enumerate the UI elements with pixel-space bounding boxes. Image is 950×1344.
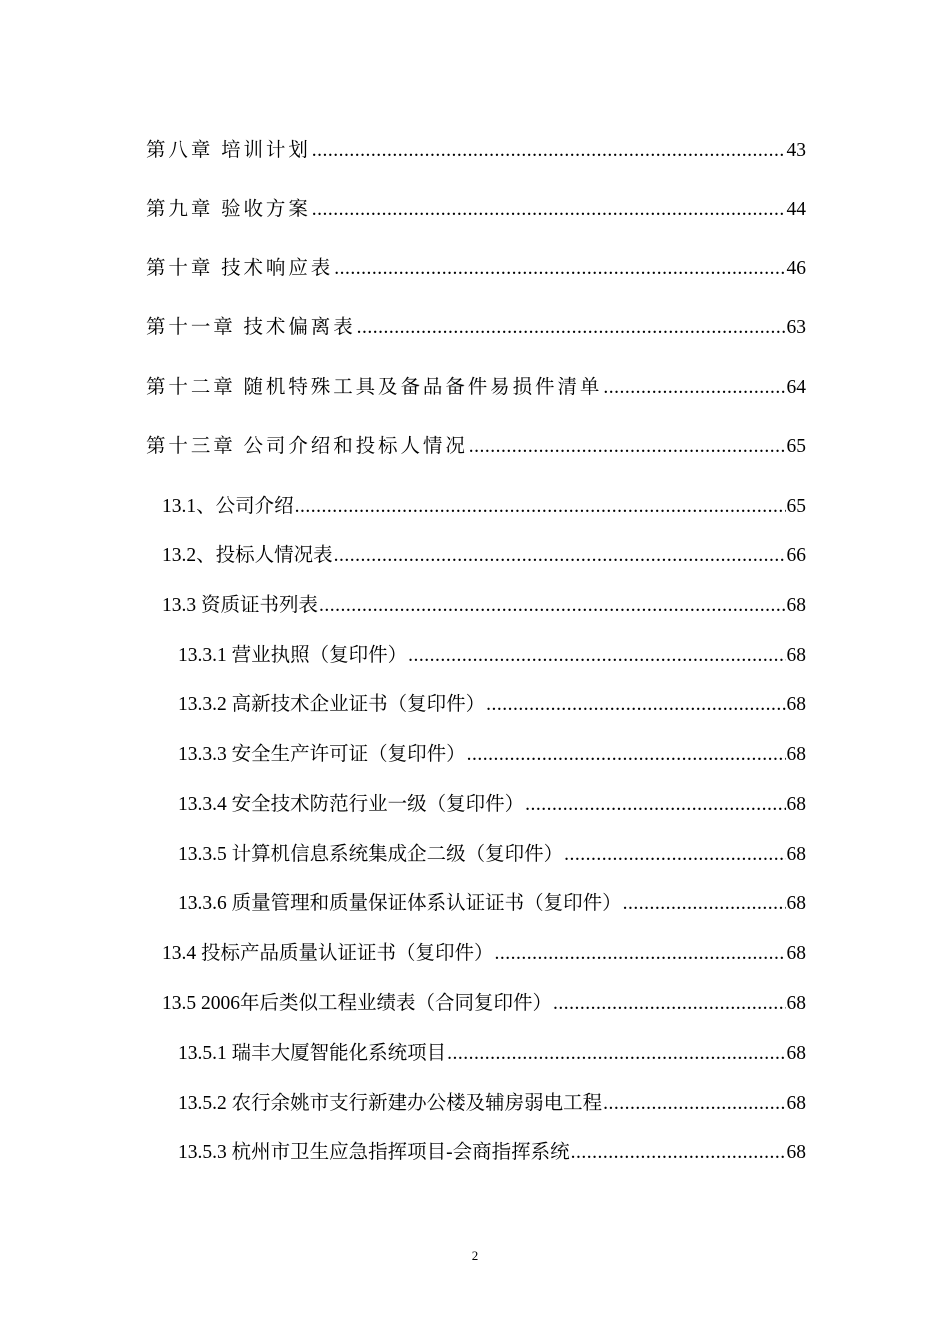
dot-leader	[564, 842, 785, 868]
toc-entry-13-3-6[interactable]	[178, 891, 806, 917]
toc-entry-label: 13.3.3 安全生产许可证（复印件）	[178, 744, 466, 765]
dot-leader	[571, 1140, 786, 1166]
dot-leader	[603, 1091, 785, 1117]
toc-entry-page: 64	[786, 377, 806, 398]
toc-entry-13-3-4[interactable]	[178, 792, 806, 818]
toc-entry-chapter-11[interactable]	[146, 315, 806, 341]
toc-entry-chapter-12[interactable]	[146, 375, 806, 401]
toc-entry-label: 13.3.5 计算机信息系统集成企二级（复印件）	[178, 844, 564, 865]
toc-entry-13-3-5[interactable]	[178, 842, 806, 868]
toc-entry-chapter-10[interactable]	[146, 256, 806, 282]
toc-entry-13-5-3[interactable]	[178, 1140, 806, 1166]
toc-entry-13-3-2[interactable]	[178, 692, 806, 718]
dot-leader	[319, 593, 785, 619]
toc-entry-page: 68	[786, 694, 806, 715]
toc-entry-13-3-3[interactable]	[178, 742, 806, 768]
toc-entry-chapter-13[interactable]	[146, 434, 806, 460]
toc-entry-page: 68	[786, 595, 806, 616]
toc-entry-13-5[interactable]	[162, 991, 806, 1017]
dot-leader	[467, 742, 786, 768]
toc-entry-page: 68	[786, 893, 806, 914]
dot-leader	[495, 941, 786, 967]
dot-leader	[603, 375, 785, 401]
toc-entry-page: 68	[786, 943, 806, 964]
toc-entry-page: 68	[786, 794, 806, 815]
toc-entry-label: 13.5.3 杭州市卫生应急指挥项目-会商指挥系统	[178, 1142, 570, 1163]
toc-entry-chapter-8[interactable]	[146, 138, 806, 164]
toc-entry-page: 68	[786, 844, 806, 865]
toc-entry-label: 13.3.1 营业执照（复印件）	[178, 645, 408, 666]
toc-entry-page: 65	[786, 436, 806, 457]
dot-leader	[623, 891, 786, 917]
dot-leader	[469, 434, 786, 460]
toc-entry-page: 66	[786, 545, 806, 566]
dot-leader	[408, 643, 785, 669]
toc-entry-label: 第十章 技术响应表	[146, 258, 334, 279]
toc-entry-page: 68	[786, 993, 806, 1014]
toc-entry-chapter-9[interactable]	[146, 197, 806, 223]
toc-entry-label: 13.1、公司介绍	[162, 496, 294, 517]
toc-entry-label: 第十三章 公司介绍和投标人情况	[146, 436, 468, 457]
toc-entry-label: 第十二章 随机特殊工具及备品备件易损件清单	[146, 377, 603, 398]
toc-entry-page: 68	[786, 1043, 806, 1064]
toc-entry-13-3[interactable]	[162, 593, 806, 619]
toc-entry-page: 68	[786, 1142, 806, 1163]
dot-leader	[334, 543, 786, 569]
toc-entry-label: 第八章 培训计划	[146, 140, 311, 161]
toc-entry-page: 63	[786, 317, 806, 338]
toc-entry-label: 13.3.4 安全技术防范行业一级（复印件）	[178, 794, 525, 815]
toc-entry-label: 第十一章 技术偏离表	[146, 317, 356, 338]
toc-entry-label: 13.3.2 高新技术企业证书（复印件）	[178, 694, 486, 715]
toc-entry-label: 13.2、投标人情况表	[162, 545, 333, 566]
toc-entry-13-5-2[interactable]	[178, 1091, 806, 1117]
toc-entry-label: 13.5.1 瑞丰大厦智能化系统项目	[178, 1043, 447, 1064]
page-number: 2	[471, 1248, 479, 1263]
dot-leader	[525, 792, 785, 818]
toc-entry-page: 46	[786, 258, 806, 279]
toc-entry-label: 13.5 2006年后类似工程业绩表（合同复印件）	[162, 993, 553, 1014]
toc-entry-13-2[interactable]	[162, 543, 806, 569]
toc-entry-13-1[interactable]	[162, 494, 806, 520]
toc-entry-page: 65	[786, 496, 806, 517]
dot-leader	[312, 138, 786, 164]
toc-entry-label: 第九章 验收方案	[146, 199, 311, 220]
dot-leader	[357, 315, 786, 341]
toc-entry-page: 68	[786, 1093, 806, 1114]
dot-leader	[334, 256, 785, 282]
toc-entry-page: 68	[786, 645, 806, 666]
toc-entry-13-3-1[interactable]	[178, 643, 806, 669]
toc-entry-page: 68	[786, 744, 806, 765]
toc-entry-label: 13.5.2 农行余姚市支行新建办公楼及辅房弱电工程	[178, 1093, 603, 1114]
dot-leader	[553, 991, 785, 1017]
dot-leader	[447, 1041, 785, 1067]
toc-entry-label: 13.3.6 质量管理和质量保证体系认证证书（复印件）	[178, 893, 622, 914]
toc-entry-page: 44	[786, 199, 806, 220]
toc-entry-page: 43	[786, 140, 806, 161]
toc-entry-13-5-1[interactable]	[178, 1041, 806, 1067]
dot-leader	[295, 494, 786, 520]
toc-entry-label: 13.3 资质证书列表	[162, 595, 319, 616]
dot-leader	[312, 197, 786, 223]
toc-entry-13-4[interactable]	[162, 941, 806, 967]
toc-entry-label: 13.4 投标产品质量认证证书（复印件）	[162, 943, 494, 964]
dot-leader	[486, 692, 785, 718]
